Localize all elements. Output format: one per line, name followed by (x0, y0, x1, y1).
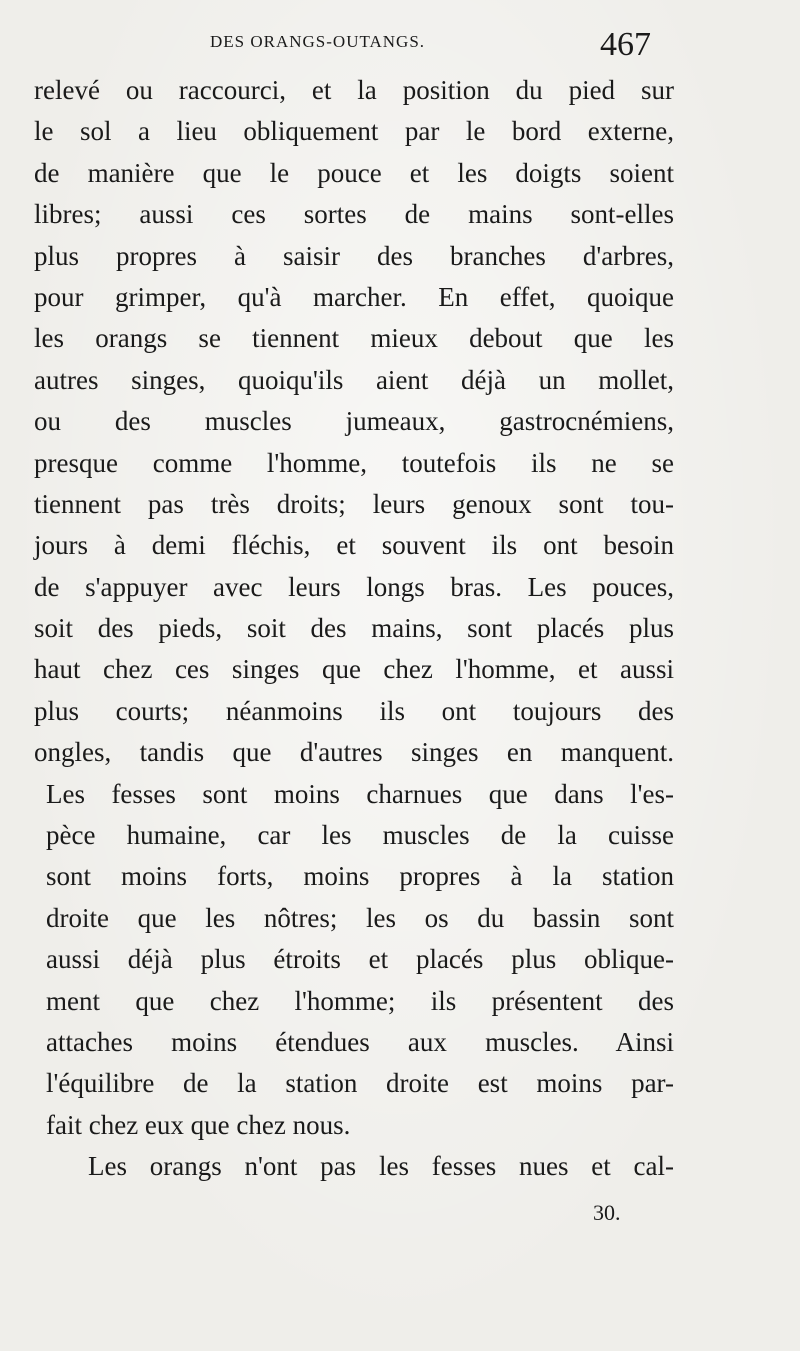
text-line: ongles, tandis que d'autres singes en manquent. (34, 737, 674, 768)
text-line: autres singes, quoiqu'ils aient déjà un mollet, (34, 364, 674, 395)
text-line: tiennent pas très droits; leurs genoux sont tou- (34, 488, 674, 519)
text-line: plus propres à saisir des branches d'arbres, (34, 240, 674, 271)
text-line: soit des pieds, soit des mains, sont placés plus (34, 613, 674, 644)
text-line: presque comme l'homme, toutefois ils ne se (34, 447, 674, 478)
text-line: sont moins forts, moins propres à la station (46, 861, 674, 892)
text-line: aussi déjà plus étroits et placés plus oblique- (46, 944, 674, 975)
text-line: jours à demi fléchis, et souvent ils ont besoin (34, 530, 674, 561)
signature-mark: 30. (593, 1200, 621, 1225)
text-line: haut chez ces singes que chez l'homme, et aussi (34, 654, 674, 685)
text-line: de manière que le pouce et les doigts soient (34, 157, 674, 188)
text-line: le sol a lieu obliquement par le bord externe, (34, 116, 674, 147)
text-line: pour grimper, qu'à marcher. En effet, quoique (34, 281, 674, 312)
text-line: droite que les nôtres; les os du bassin sont (46, 902, 674, 933)
text-line: plus courts; néanmoins ils ont toujours des (34, 695, 674, 726)
text-line: ou des muscles jumeaux, gastrocnémiens, (34, 406, 674, 437)
page-number: 467 (600, 26, 651, 63)
text-line: de s'appuyer avec leurs longs bras. Les pouces, (34, 571, 674, 602)
body-text (34, 70, 674, 1188)
text-line: libres; aussi ces sortes de mains sont-elles (34, 199, 674, 230)
text-line: attaches moins étendues aux muscles. Ainsi (46, 1026, 674, 1057)
text-line: relevé ou raccourci, et la position du pied sur (34, 75, 674, 105)
text-line: Les orangs n'ont pas les fesses nues et cal- (88, 1151, 674, 1182)
text-line: l'équilibre de la station droite est moins par- (46, 1068, 674, 1099)
text-line: les orangs se tiennent mieux debout que les (34, 323, 674, 354)
text-line: Les fesses sont moins charnues que dans l'es- (46, 778, 674, 809)
text-line: fait chez eux que chez nous. (46, 1109, 351, 1140)
text-line: ment que chez l'homme; ils présentent des (46, 985, 674, 1016)
running-title: DES ORANGS-OUTANGS. (210, 32, 426, 51)
text-line: pèce humaine, car les muscles de la cuisse (46, 820, 674, 851)
